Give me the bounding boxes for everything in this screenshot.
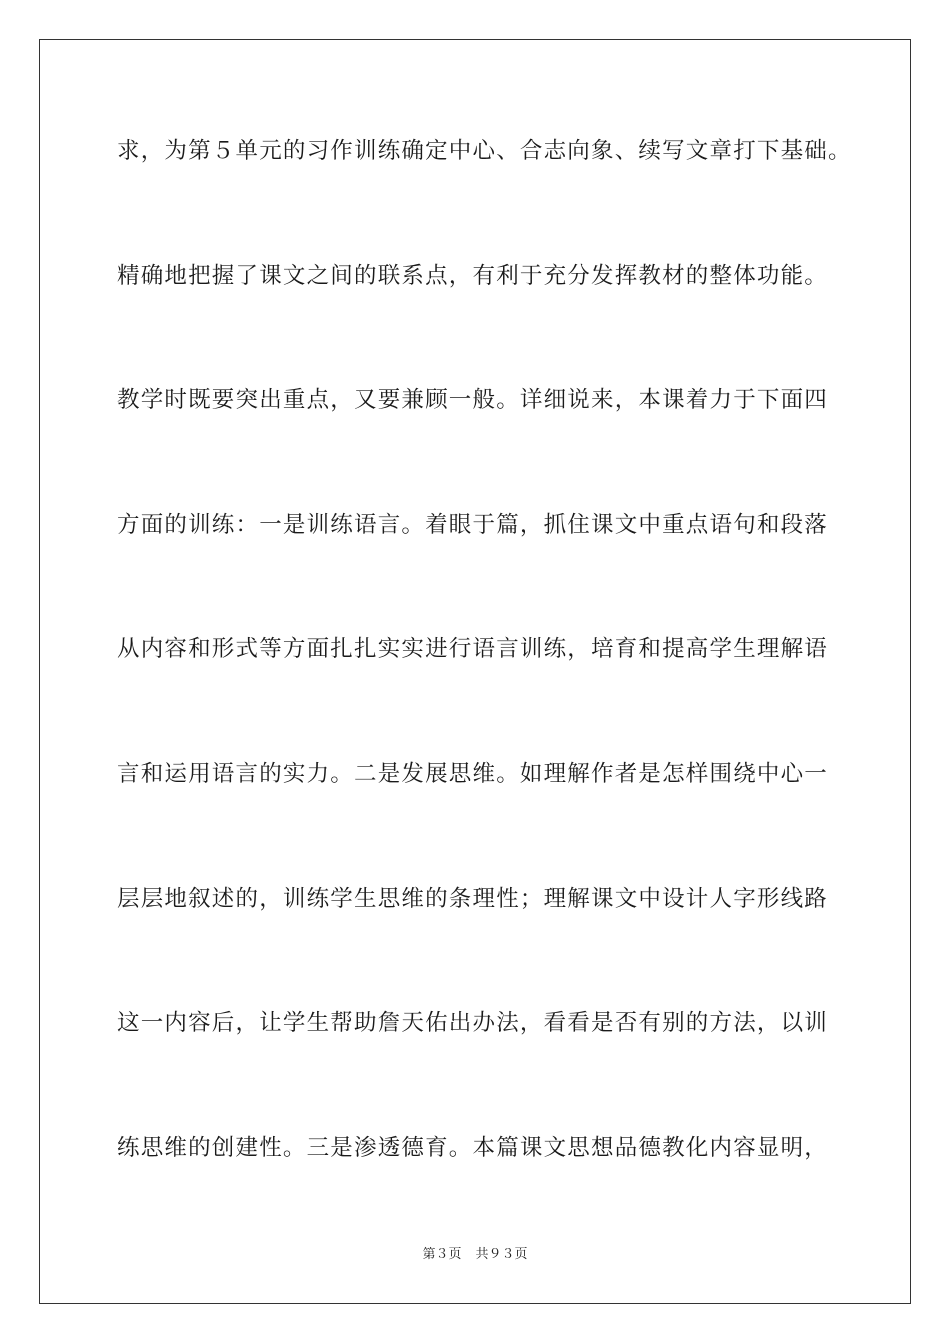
page-total: 共９３页	[475, 1247, 528, 1262]
text-line: 层层地叙述的，训练学生思维的条理性；理解课文中设计人字形线路	[117, 886, 829, 912]
page-border	[39, 39, 911, 1304]
text-line: 精确地把握了课文之间的联系点，有利于充分发挥教材的整体功能。	[117, 263, 829, 289]
text-line: 言和运用语言的实力。二是发展思维。如理解作者是怎样围绕中心一	[117, 761, 829, 787]
text-line: 求，为第５单元的习作训练确定中心、合志向象、续写文章打下基础。	[117, 138, 852, 164]
page-footer	[0, 1246, 950, 1264]
text-line: 方面的训练：一是训练语言。着眼于篇，抓住课文中重点语句和段落	[117, 512, 829, 538]
page-number: 第３页	[422, 1247, 462, 1262]
text-line: 练思维的创建性。三是渗透德育。本篇课文思想品德教化内容显明，	[117, 1135, 829, 1161]
text-line: 这一内容后，让学生帮助詹天佑出办法，看看是否有别的方法，以训	[117, 1010, 829, 1036]
text-line: 从内容和形式等方面扎扎实实进行语言训练，培育和提高学生理解语	[117, 636, 829, 662]
text-line: 教学时既要突出重点，又要兼顾一般。详细说来，本课着力于下面四	[117, 387, 829, 413]
